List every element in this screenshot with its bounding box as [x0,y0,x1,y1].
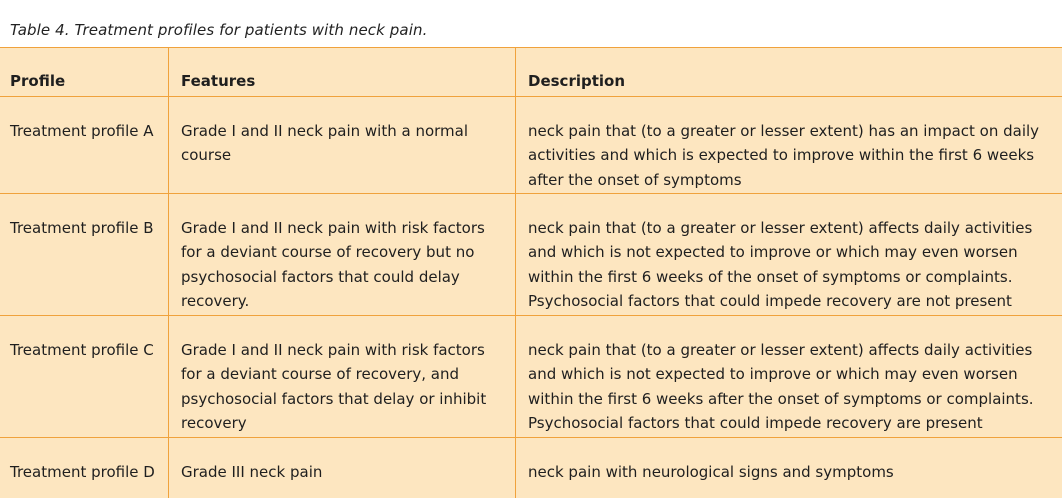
description-cell [528,338,1058,435]
features-line: Grade I and II neck pain with risk factors [181,341,485,359]
table-header-row [0,47,1062,96]
table-row [0,96,1062,193]
table-row [0,193,1062,315]
profile-cell [10,338,165,362]
profile-name: Treatment profile C [10,341,154,359]
description-line: within the first 6 weeks after the onset of symptoms or complaints. [528,389,1034,408]
profile-cell [10,119,165,143]
treatment-profiles-table [0,47,1062,498]
features-line: for a deviant course of recovery, and [181,365,460,384]
features-line: psychosocial factors that could delay [181,267,460,286]
description-cell [528,119,1058,192]
description-line: and which is not expected to improve or which may even worsen [528,365,1018,384]
description-line: activities and which is expected to improve within the first 6 weeks [528,146,1035,165]
features-line: Grade I and II neck pain with a normal [181,122,468,140]
profile-name: Treatment profile A [10,122,154,140]
features-line: Grade I and II neck pain with risk factors [181,219,485,237]
features-line: Grade III neck pain [181,463,323,481]
column-divider [168,47,169,498]
description-line: Psychosocial factors that could impede recovery are present [528,413,983,432]
profile-name: Treatment profile D [10,463,155,481]
features-cell [181,119,511,168]
column-header-profile: Profile [10,72,66,90]
profile-cell [10,216,165,240]
description-line: neck pain that (to a greater or lesser extent) affects daily activities [528,219,1033,237]
column-header-description: Description [528,72,626,90]
features-line: recovery. [181,291,250,310]
description-cell [528,460,1058,484]
description-line: and which is not expected to improve or which may even worsen [528,243,1018,262]
features-line: for a deviant course of recovery but no [181,243,475,262]
description-line: neck pain with neurological signs and symptoms [528,463,894,481]
features-cell [181,216,511,313]
features-cell [181,338,511,435]
features-line: course [181,146,232,165]
description-line: neck pain that (to a greater or lesser extent) has an impact on daily [528,122,1040,140]
description-cell [528,216,1058,313]
table-row [0,437,1062,498]
column-header-features: Features [181,72,256,90]
description-line: within the first 6 weeks of the onset of symptoms or complaints. [528,267,1013,286]
profile-cell [10,460,165,484]
table-row [0,315,1062,437]
description-line: after the onset of symptoms [528,170,742,189]
features-line: psychosocial factors that delay or inhibit [181,389,487,408]
description-line: Psychosocial factors that could impede recovery are not present [528,291,1012,310]
column-divider [515,47,516,498]
features-line: recovery [181,413,247,432]
table-caption: Table 4. Treatment profiles for patients with neck pain. [10,21,428,39]
features-cell [181,460,511,484]
description-line: neck pain that (to a greater or lesser extent) affects daily activities [528,341,1033,359]
profile-name: Treatment profile B [10,219,154,237]
